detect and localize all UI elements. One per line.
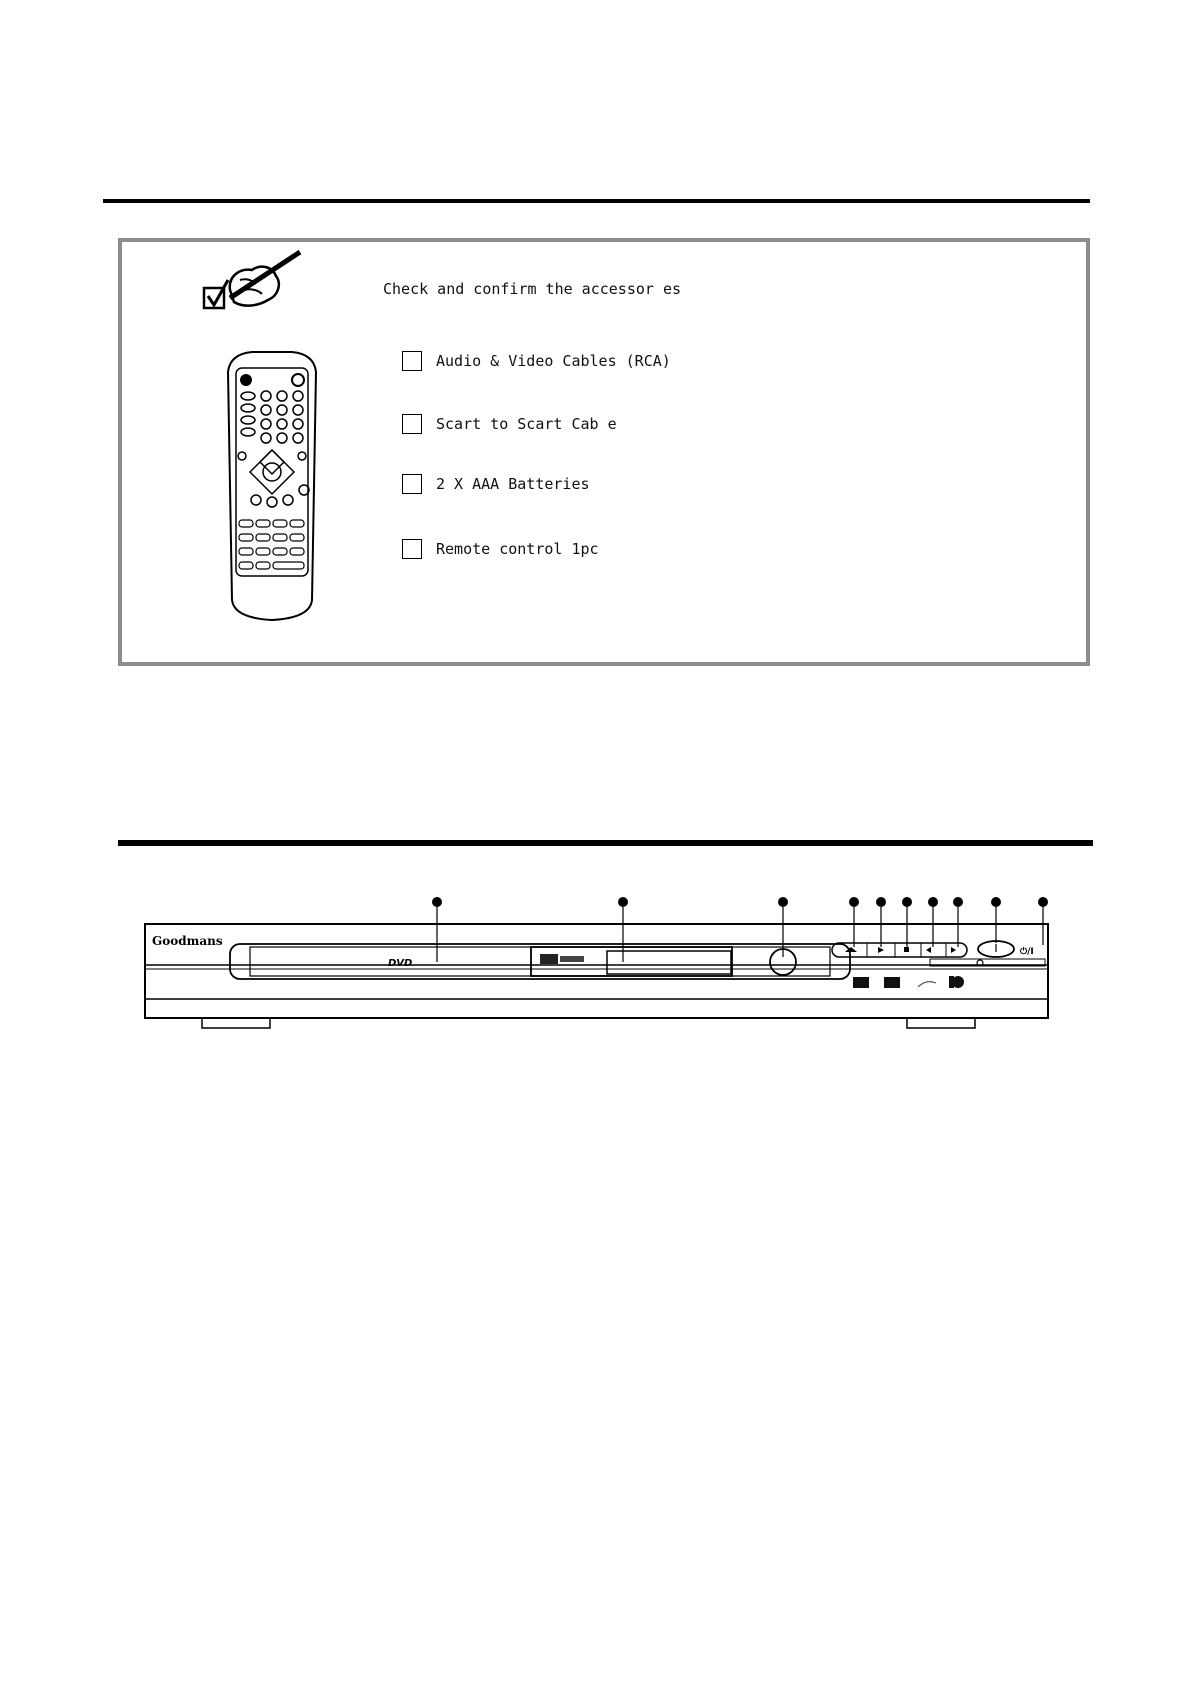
callout-marker-2 — [618, 897, 628, 907]
dvd-player-front-panel-drawing — [140, 885, 1060, 1035]
callout-marker-7 — [928, 897, 938, 907]
accessory-item-batteries[interactable] — [402, 472, 590, 496]
accessory-label: Remote control 1pc — [436, 540, 599, 558]
callout-marker-10 — [1038, 897, 1048, 907]
hand-checkmark-icon — [200, 250, 305, 318]
callout-marker-4 — [849, 897, 859, 907]
accessory-label: 2 X AAA Batteries — [436, 475, 590, 493]
callout-marker-9 — [991, 897, 1001, 907]
accessory-label: Scart to Scart Cab e — [436, 415, 617, 433]
checkbox[interactable] — [402, 474, 422, 494]
mid-section-rule — [118, 840, 1093, 846]
checkbox[interactable] — [402, 351, 422, 371]
brand-label: Goodmans — [152, 934, 223, 948]
dvd-logo: DVD — [388, 958, 413, 969]
remote-control-drawing — [222, 350, 322, 625]
accessory-item-remote[interactable] — [402, 537, 599, 561]
accessories-title: Check and confirm the accessor es — [383, 280, 682, 298]
callout-marker-3 — [778, 897, 788, 907]
top-section-rule — [103, 199, 1090, 203]
power-mark: ⏻/I — [1020, 947, 1034, 957]
callout-marker-1 — [432, 897, 442, 907]
callout-marker-6 — [902, 897, 912, 907]
callout-marker-5 — [876, 897, 886, 907]
checkbox[interactable] — [402, 539, 422, 559]
accessory-item-av-cables[interactable] — [402, 349, 671, 373]
callout-marker-8 — [953, 897, 963, 907]
accessory-item-scart-cable[interactable] — [402, 412, 617, 436]
checkbox[interactable] — [402, 414, 422, 434]
accessory-label: Audio & Video Cables (RCA) — [436, 352, 671, 370]
